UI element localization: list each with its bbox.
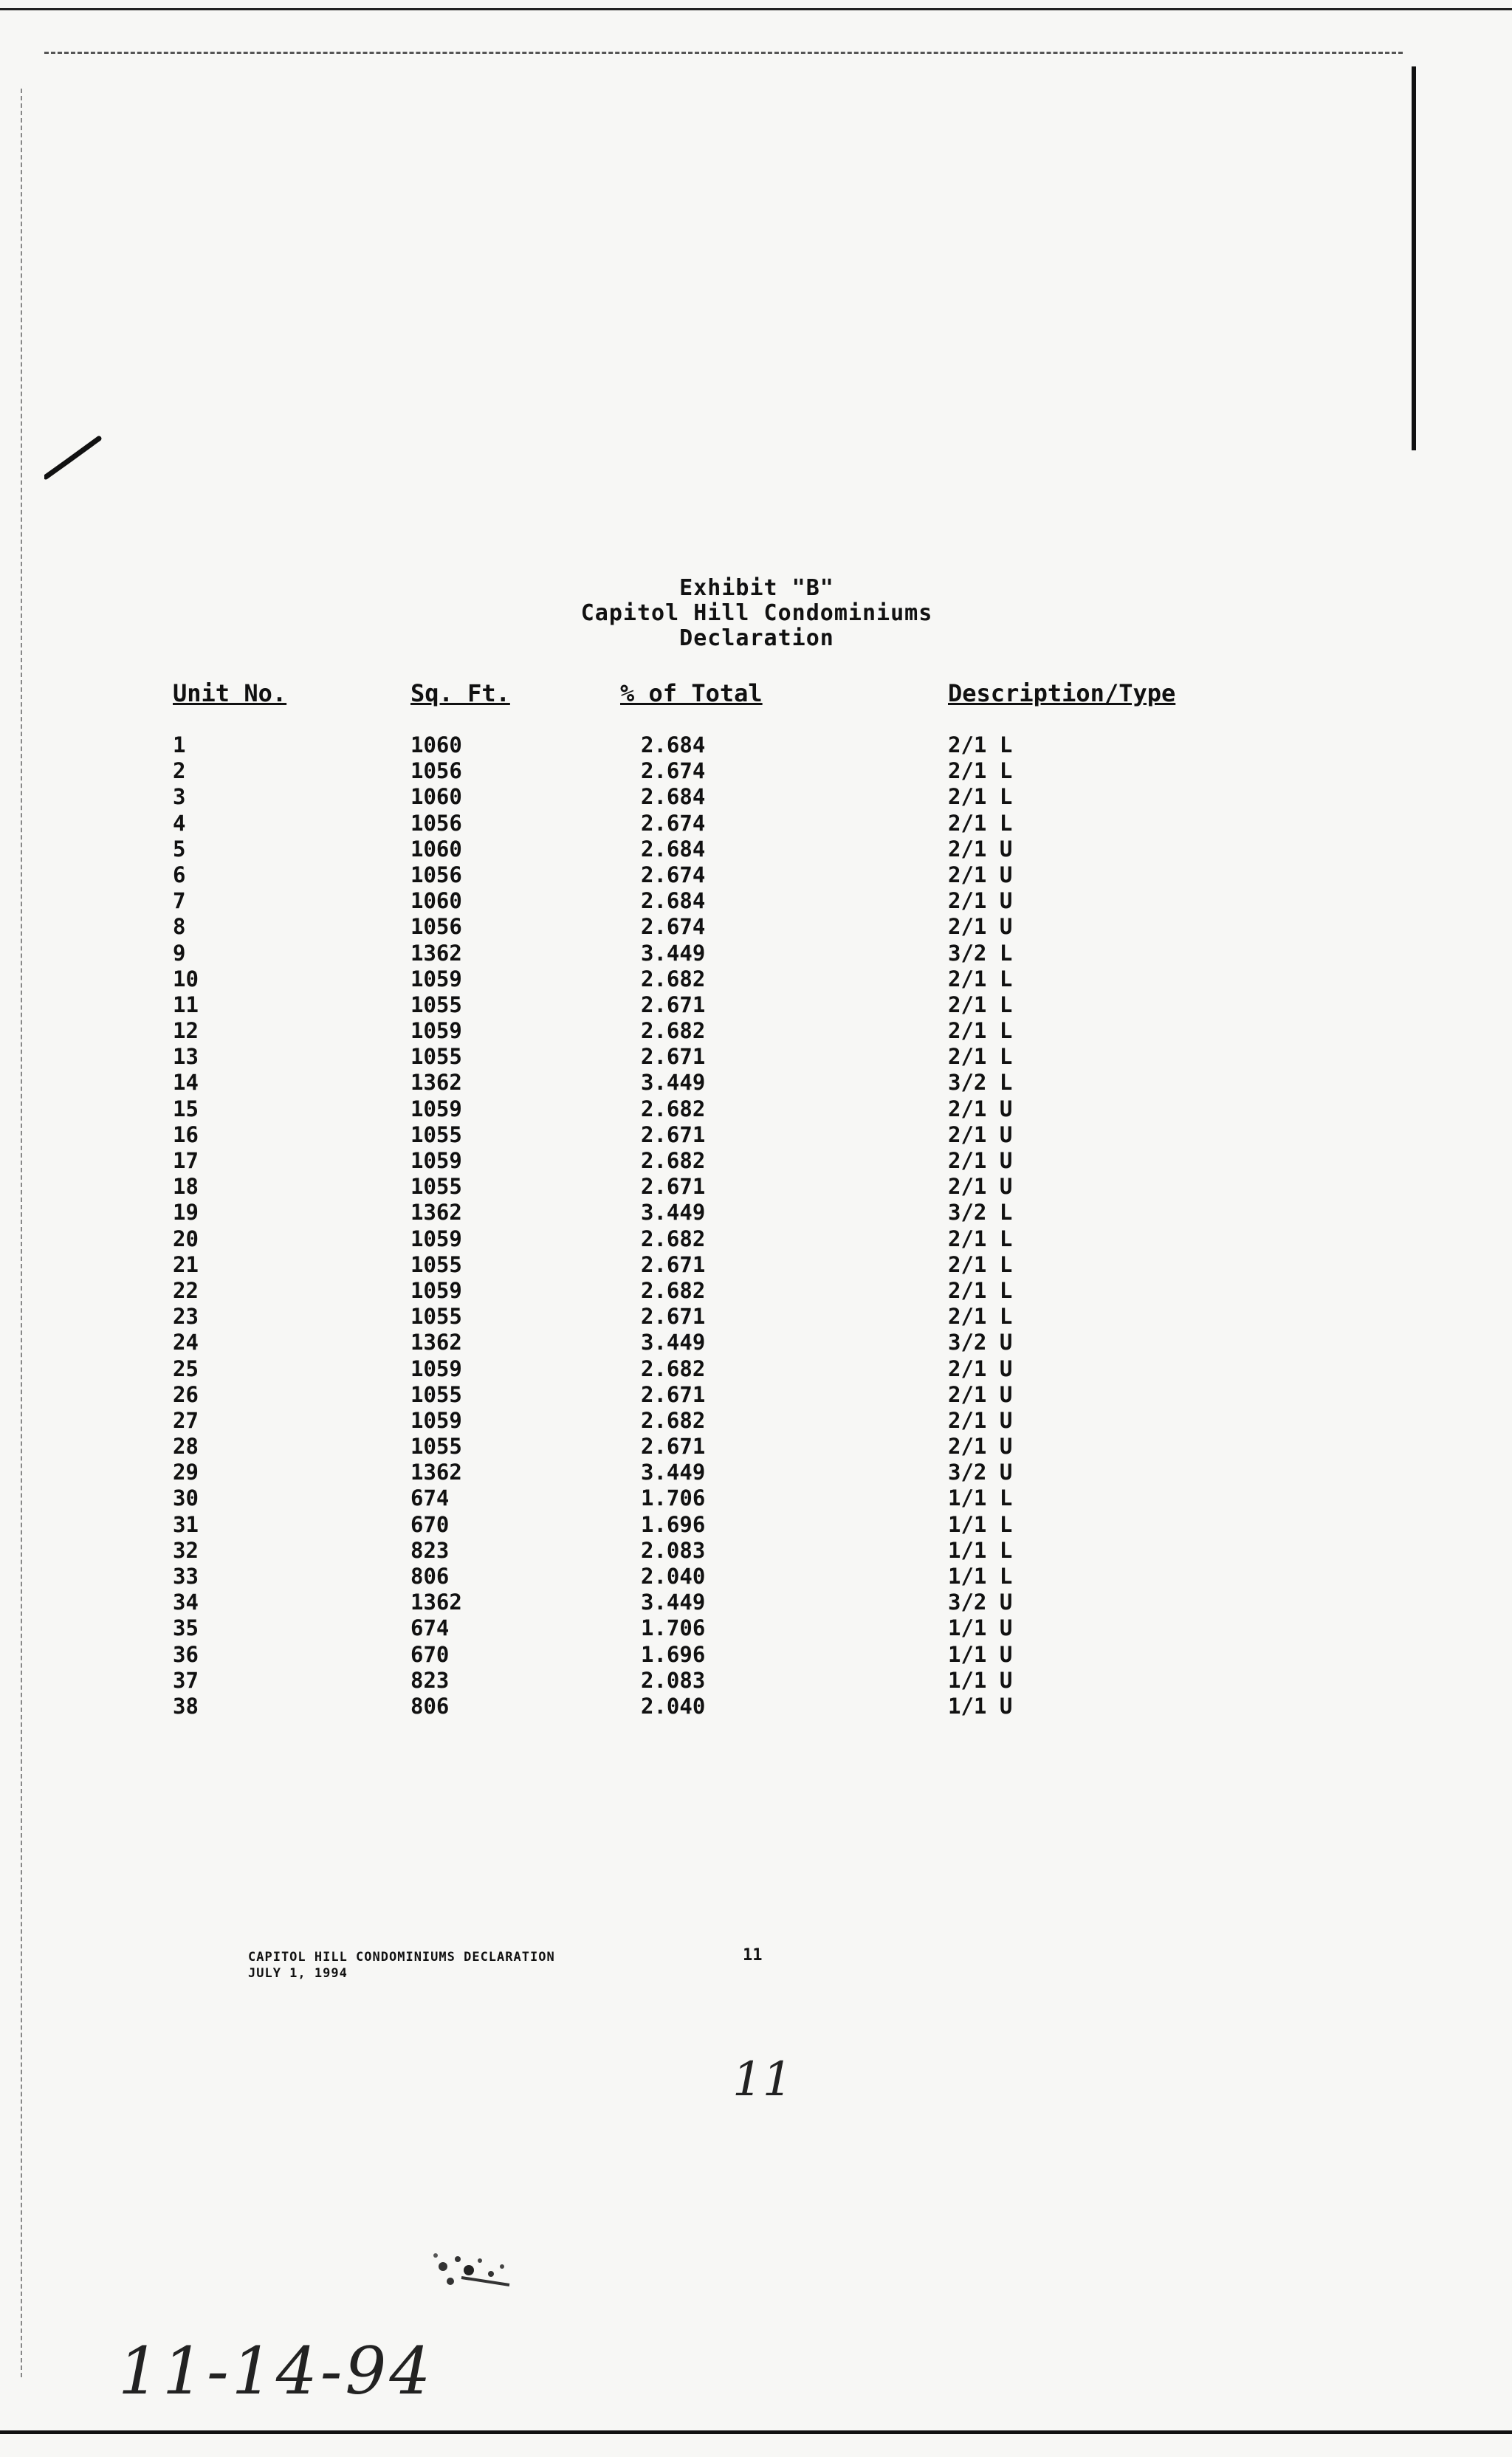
cell-description-type: 1/1 L (948, 1537, 1013, 1563)
table-row (0, 732, 1512, 758)
cell-unit-no: 29 (173, 1460, 199, 1485)
cell-description-type: 3/2 U (948, 1460, 1013, 1485)
cell-description-type: 3/2 L (948, 940, 1013, 966)
cell-pct-total: 2.040 (641, 1693, 706, 1719)
cell-pct-total: 2.671 (641, 1434, 706, 1460)
cell-pct-total: 2.671 (641, 1174, 706, 1200)
scan-border-top (0, 6, 1512, 13)
cell-sq-ft: 1055 (410, 1381, 462, 1407)
footer-line-date: JULY 1, 1994 (248, 1966, 348, 1981)
cell-pct-total: 2.682 (641, 1148, 706, 1173)
cell-description-type: 2/1 U (948, 1355, 1013, 1381)
cell-pct-total: 2.671 (641, 1251, 706, 1277)
cell-sq-ft: 1055 (410, 1121, 462, 1147)
cell-unit-no: 22 (173, 1277, 199, 1303)
header-description-type: Description/Type (948, 679, 1176, 707)
cell-description-type: 3/2 L (948, 1070, 1013, 1096)
table-row (0, 1668, 1512, 1694)
cell-sq-ft: 1059 (410, 1148, 462, 1173)
table-row (0, 1564, 1512, 1590)
cell-unit-no: 25 (173, 1355, 199, 1381)
cell-sq-ft: 1060 (410, 784, 462, 810)
cell-unit-no: 4 (173, 810, 186, 836)
table-row (0, 1434, 1512, 1460)
cell-description-type: 2/1 U (948, 1381, 1013, 1407)
cell-sq-ft: 1055 (410, 1174, 462, 1200)
cell-description-type: 3/2 U (948, 1330, 1013, 1355)
cell-pct-total: 2.674 (641, 810, 706, 836)
cell-sq-ft: 1059 (410, 1226, 462, 1251)
cell-sq-ft: 674 (410, 1615, 450, 1641)
cell-pct-total: 2.682 (641, 1226, 706, 1251)
cell-pct-total: 2.671 (641, 1381, 706, 1407)
table-row (0, 1200, 1512, 1226)
cell-unit-no: 37 (173, 1667, 199, 1693)
table-row (0, 1356, 1512, 1382)
table-header (0, 679, 1512, 709)
cell-description-type: 3/2 L (948, 1200, 1013, 1226)
cell-pct-total: 2.684 (641, 888, 706, 914)
cell-sq-ft: 1059 (410, 1277, 462, 1303)
cell-description-type: 2/1 L (948, 732, 1013, 757)
cell-unit-no: 6 (173, 862, 186, 887)
cell-unit-no: 3 (173, 784, 186, 810)
table-row (0, 1382, 1512, 1408)
cell-pct-total: 2.671 (641, 1044, 706, 1070)
cell-description-type: 1/1 U (948, 1615, 1013, 1641)
cell-unit-no: 9 (173, 940, 186, 966)
cell-unit-no: 31 (173, 1511, 199, 1537)
cell-unit-no: 28 (173, 1434, 199, 1460)
pen-stroke-mark (44, 436, 103, 480)
cell-unit-no: 1 (173, 732, 186, 757)
cell-description-type: 1/1 U (948, 1641, 1013, 1667)
cell-description-type: 1/1 U (948, 1667, 1013, 1693)
cell-unit-no: 30 (173, 1485, 199, 1511)
cell-description-type: 2/1 L (948, 1018, 1013, 1044)
cell-sq-ft: 1056 (410, 758, 462, 784)
cell-pct-total: 3.449 (641, 1070, 706, 1096)
scan-border-top-inner (44, 52, 1403, 58)
cell-sq-ft: 806 (410, 1564, 450, 1589)
cell-unit-no: 26 (173, 1381, 199, 1407)
cell-description-type: 2/1 U (948, 1434, 1013, 1460)
cell-pct-total: 3.449 (641, 1590, 706, 1615)
table-row (0, 1408, 1512, 1434)
cell-pct-total: 2.083 (641, 1537, 706, 1563)
footer-caption (248, 1949, 555, 1982)
cell-unit-no: 24 (173, 1330, 199, 1355)
cell-pct-total: 2.684 (641, 784, 706, 810)
header-unit-no: Unit No. (173, 679, 287, 707)
table-row (0, 1304, 1512, 1330)
cell-sq-ft: 1056 (410, 862, 462, 887)
cell-unit-no: 27 (173, 1407, 199, 1433)
cell-description-type: 2/1 L (948, 784, 1013, 810)
page-number: 11 (743, 1946, 763, 1965)
table-row (0, 966, 1512, 992)
table-row (0, 1252, 1512, 1278)
cell-pct-total: 2.040 (641, 1564, 706, 1589)
cell-sq-ft: 1059 (410, 1407, 462, 1433)
scan-border-right (1412, 66, 1416, 450)
cell-sq-ft: 1059 (410, 1018, 462, 1044)
cell-pct-total: 2.682 (641, 1018, 706, 1044)
title-line-declaration: Declaration (679, 625, 834, 651)
table-row (0, 758, 1512, 784)
cell-sq-ft: 670 (410, 1641, 450, 1667)
title-line-exhibit: Exhibit "B" (679, 575, 834, 601)
table-row (0, 1096, 1512, 1122)
cell-pct-total: 1.706 (641, 1485, 706, 1511)
cell-description-type: 2/1 U (948, 836, 1013, 862)
cell-description-type: 1/1 L (948, 1511, 1013, 1537)
table-row (0, 1485, 1512, 1511)
cell-unit-no: 5 (173, 836, 186, 862)
cell-pct-total: 1.696 (641, 1511, 706, 1537)
title-line-name: Capitol Hill Condominiums (580, 600, 933, 626)
cell-sq-ft: 674 (410, 1485, 450, 1511)
cell-description-type: 2/1 L (948, 966, 1013, 992)
table-row (0, 862, 1512, 888)
handwritten-page-mark: 11 (732, 2052, 793, 2107)
table-row (0, 1694, 1512, 1719)
cell-sq-ft: 1055 (410, 1434, 462, 1460)
table-row (0, 1122, 1512, 1148)
cell-pct-total: 1.696 (641, 1641, 706, 1667)
cell-pct-total: 2.682 (641, 1355, 706, 1381)
cell-unit-no: 14 (173, 1070, 199, 1096)
cell-unit-no: 35 (173, 1615, 199, 1641)
cell-unit-no: 21 (173, 1251, 199, 1277)
handwritten-date: 11-14-94 (118, 2333, 434, 2409)
cell-unit-no: 2 (173, 758, 186, 784)
table-row (0, 1278, 1512, 1304)
cell-sq-ft: 806 (410, 1693, 450, 1719)
cell-unit-no: 11 (173, 992, 199, 1017)
cell-pct-total: 3.449 (641, 1330, 706, 1355)
cell-unit-no: 10 (173, 966, 199, 992)
cell-sq-ft: 1055 (410, 1044, 462, 1070)
table-row (0, 1018, 1512, 1044)
cell-unit-no: 16 (173, 1121, 199, 1147)
cell-pct-total: 1.706 (641, 1615, 706, 1641)
cell-pct-total: 2.674 (641, 758, 706, 784)
cell-pct-total: 2.083 (641, 1667, 706, 1693)
cell-pct-total: 2.674 (641, 914, 706, 940)
cell-sq-ft: 1055 (410, 992, 462, 1017)
cell-description-type: 2/1 L (948, 1304, 1013, 1330)
cell-pct-total: 2.684 (641, 732, 706, 757)
table-row (0, 888, 1512, 914)
cell-description-type: 1/1 L (948, 1485, 1013, 1511)
header-sq-ft: Sq. Ft. (410, 679, 510, 707)
cell-pct-total: 2.682 (641, 1407, 706, 1433)
footer-line-title: CAPITOL HILL CONDOMINIUMS DECLARATION (248, 1950, 555, 1965)
cell-pct-total: 2.671 (641, 1304, 706, 1330)
table-row (0, 836, 1512, 862)
cell-description-type: 2/1 U (948, 1407, 1013, 1433)
header-pct-total: % of Total (620, 679, 763, 707)
cell-pct-total: 2.671 (641, 992, 706, 1017)
cell-pct-total: 2.684 (641, 836, 706, 862)
cell-pct-total: 2.671 (641, 1121, 706, 1147)
cell-unit-no: 38 (173, 1693, 199, 1719)
cell-description-type: 2/1 L (948, 1226, 1013, 1251)
cell-pct-total: 2.682 (641, 966, 706, 992)
cell-sq-ft: 823 (410, 1667, 450, 1693)
cell-unit-no: 34 (173, 1590, 199, 1615)
cell-sq-ft: 1055 (410, 1251, 462, 1277)
table-row (0, 941, 1512, 966)
cell-sq-ft: 1362 (410, 1460, 462, 1485)
table-row (0, 811, 1512, 836)
table-row (0, 1148, 1512, 1174)
cell-pct-total: 2.682 (641, 1096, 706, 1121)
cell-unit-no: 19 (173, 1200, 199, 1226)
table-row (0, 1615, 1512, 1641)
cell-description-type: 2/1 U (948, 1174, 1013, 1200)
cell-description-type: 2/1 L (948, 1044, 1013, 1070)
cell-unit-no: 23 (173, 1304, 199, 1330)
table-row (0, 1226, 1512, 1252)
cell-description-type: 2/1 L (948, 1251, 1013, 1277)
document-title (443, 576, 1071, 651)
cell-sq-ft: 670 (410, 1511, 450, 1537)
cell-description-type: 2/1 U (948, 1096, 1013, 1121)
cell-sq-ft: 1362 (410, 1330, 462, 1355)
cell-sq-ft: 1060 (410, 888, 462, 914)
table-row (0, 1174, 1512, 1200)
table-row (0, 1070, 1512, 1096)
cell-description-type: 2/1 U (948, 862, 1013, 887)
cell-unit-no: 8 (173, 914, 186, 940)
cell-description-type: 2/1 U (948, 1148, 1013, 1173)
cell-sq-ft: 1362 (410, 1200, 462, 1226)
cell-unit-no: 18 (173, 1174, 199, 1200)
cell-description-type: 2/1 L (948, 1277, 1013, 1303)
cell-pct-total: 3.449 (641, 940, 706, 966)
cell-description-type: 2/1 L (948, 758, 1013, 784)
cell-pct-total: 3.449 (641, 1200, 706, 1226)
cell-description-type: 2/1 U (948, 1121, 1013, 1147)
cell-unit-no: 12 (173, 1018, 199, 1044)
cell-sq-ft: 1059 (410, 1355, 462, 1381)
cell-unit-no: 15 (173, 1096, 199, 1121)
cell-sq-ft: 1056 (410, 810, 462, 836)
cell-unit-no: 20 (173, 1226, 199, 1251)
cell-unit-no: 36 (173, 1641, 199, 1667)
table-row (0, 1642, 1512, 1668)
table-row (0, 784, 1512, 810)
cell-unit-no: 33 (173, 1564, 199, 1589)
cell-sq-ft: 1056 (410, 914, 462, 940)
cell-unit-no: 13 (173, 1044, 199, 1070)
cell-description-type: 2/1 L (948, 992, 1013, 1017)
cell-pct-total: 2.682 (641, 1277, 706, 1303)
cell-description-type: 2/1 U (948, 914, 1013, 940)
table-row (0, 914, 1512, 940)
cell-unit-no: 17 (173, 1148, 199, 1173)
cell-unit-no: 32 (173, 1537, 199, 1563)
unit-table (0, 732, 1512, 1719)
table-row (0, 1330, 1512, 1355)
cell-sq-ft: 1059 (410, 966, 462, 992)
cell-description-type: 2/1 U (948, 888, 1013, 914)
cell-sq-ft: 1060 (410, 836, 462, 862)
cell-sq-ft: 1055 (410, 1304, 462, 1330)
cell-description-type: 1/1 U (948, 1693, 1013, 1719)
cell-sq-ft: 1362 (410, 1590, 462, 1615)
cell-unit-no: 7 (173, 888, 186, 914)
cell-pct-total: 3.449 (641, 1460, 706, 1485)
cell-sq-ft: 1060 (410, 732, 462, 757)
table-row (0, 1512, 1512, 1538)
table-row (0, 1590, 1512, 1615)
cell-description-type: 2/1 L (948, 810, 1013, 836)
table-row (0, 1538, 1512, 1564)
cell-sq-ft: 1059 (410, 1096, 462, 1121)
table-row (0, 992, 1512, 1018)
cell-pct-total: 2.674 (641, 862, 706, 887)
table-row (0, 1460, 1512, 1485)
table-row (0, 1044, 1512, 1070)
cell-description-type: 1/1 L (948, 1564, 1013, 1589)
cell-sq-ft: 1362 (410, 940, 462, 966)
cell-sq-ft: 823 (410, 1537, 450, 1563)
ink-smudge (399, 2215, 532, 2303)
cell-sq-ft: 1362 (410, 1070, 462, 1096)
scan-border-bottom (0, 2430, 1512, 2441)
cell-description-type: 3/2 U (948, 1590, 1013, 1615)
